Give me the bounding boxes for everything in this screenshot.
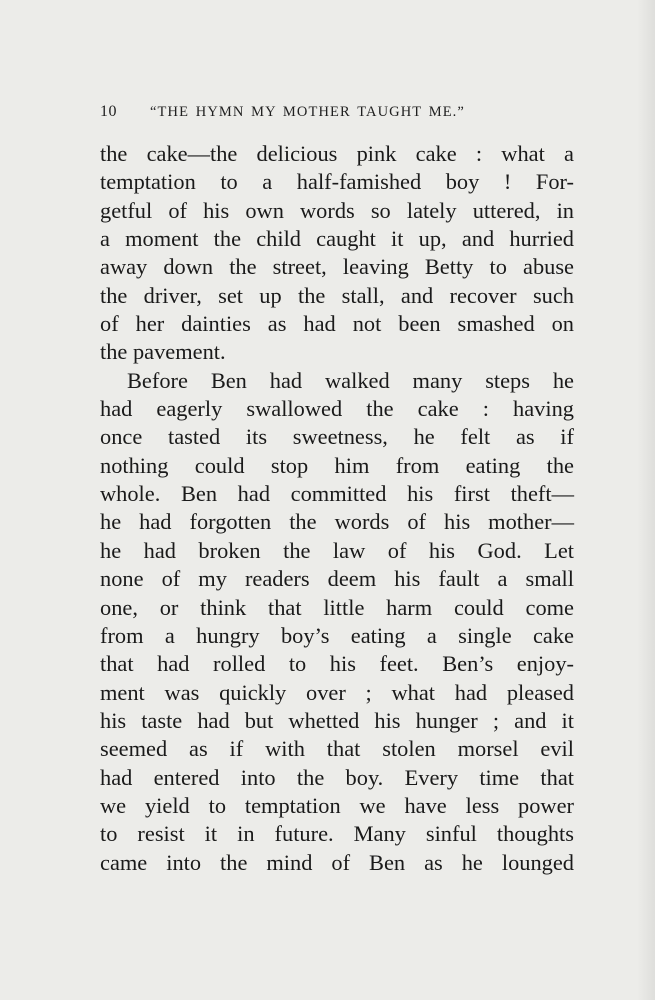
text-line: away down the street, leaving Betty to abuse xyxy=(100,254,574,280)
text-line: he had forgotten the words of his mother— xyxy=(100,509,574,535)
text-line: getful of his own words so lately uttered, in xyxy=(100,197,574,223)
text-line: his taste had but whetted his hunger ; and it xyxy=(100,707,574,733)
text-line: we yield to temptation we have less power xyxy=(100,792,574,818)
text-line: seemed as if with that stolen morsel evil xyxy=(100,736,574,762)
text-line: he had broken the law of his God. Let xyxy=(100,537,574,563)
text-line: one, or think that little harm could come xyxy=(100,594,574,620)
text-line: the cake—the delicious pink cake : what a xyxy=(100,141,574,166)
text-line: once tasted its sweetness, he felt as if xyxy=(100,424,574,450)
paragraph-2 xyxy=(100,367,574,877)
text-line: came into the mind of Ben as he lounged xyxy=(100,849,574,875)
page-number: 10 xyxy=(100,103,117,120)
running-title: “THE HYMN MY MOTHER TAUGHT ME.” xyxy=(150,104,465,120)
text-line: temptation to a half-famished boy ! For- xyxy=(100,169,574,195)
running-head xyxy=(100,103,580,127)
text-line: none of my readers deem his fault a small xyxy=(100,566,574,592)
text-line: had eagerly swallowed the cake : having xyxy=(100,396,574,422)
text-line: Before Ben had walked many steps he xyxy=(127,367,574,393)
text-line: ment was quickly over ; what had pleased xyxy=(100,679,574,705)
text-line: nothing could stop him from eating the xyxy=(100,452,574,478)
text-line: that had rolled to his feet. Ben’s enjoy- xyxy=(100,651,574,677)
text-line: from a hungry boy’s eating a single cake xyxy=(100,622,574,648)
page-edge-shadow xyxy=(637,0,655,1000)
text-line: the driver, set up the stall, and recover such xyxy=(100,282,574,308)
text-line: had entered into the boy. Every time that xyxy=(100,764,574,790)
paragraph-1 xyxy=(100,140,574,367)
text-line: a moment the child caught it up, and hurried xyxy=(100,226,574,252)
text-line: the pavement. xyxy=(100,339,226,365)
text-line: to resist it in future. Many sinful thoughts xyxy=(100,821,574,847)
body-text xyxy=(100,140,574,877)
text-line: of her dainties as had not been smashed on xyxy=(100,311,574,337)
text-line: whole. Ben had committed his first theft— xyxy=(100,481,574,507)
